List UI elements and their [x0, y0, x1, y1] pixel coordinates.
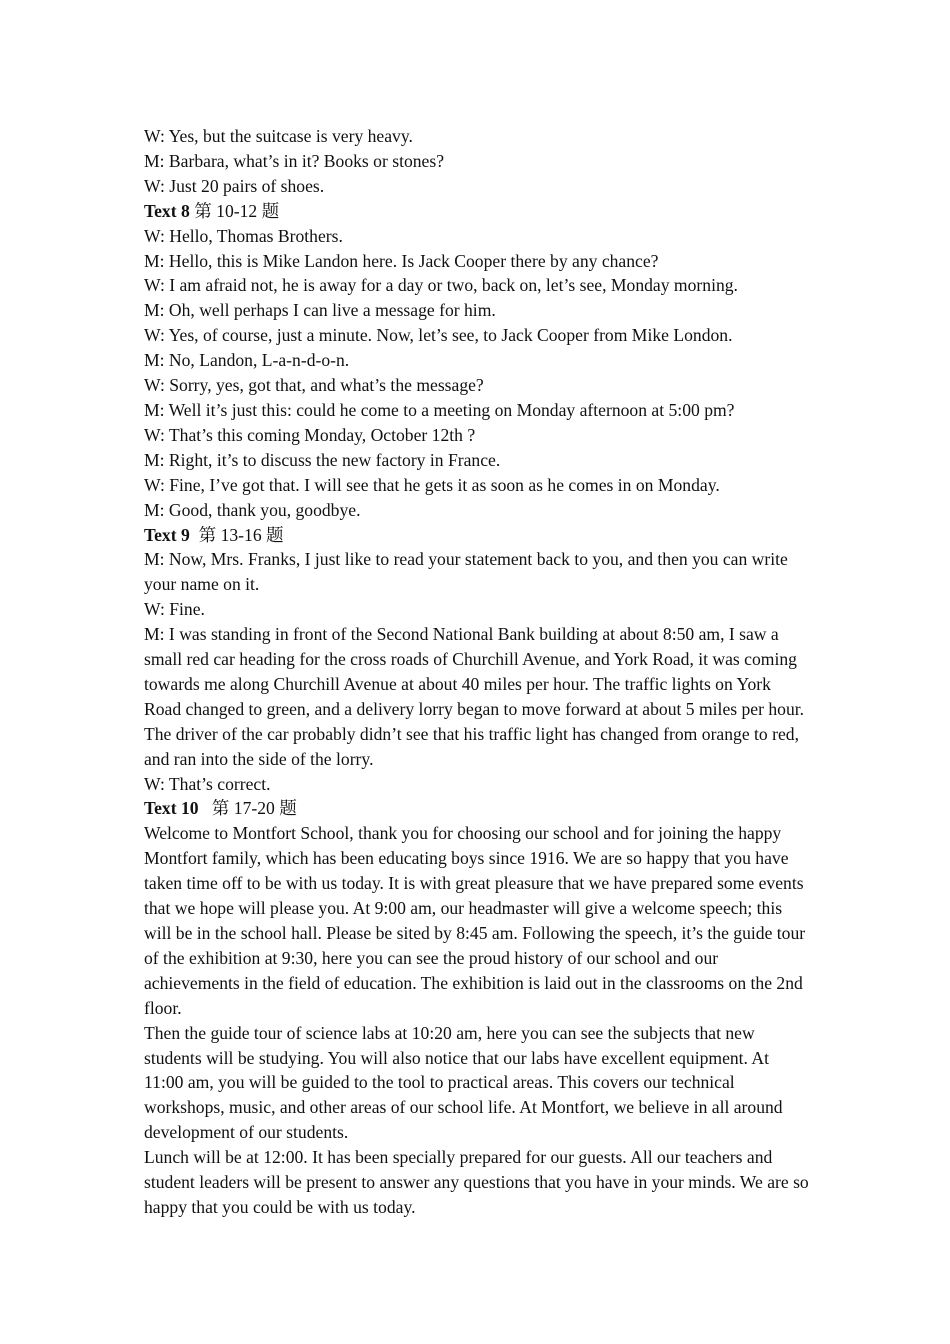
- dialogue-line: M: Oh, well perhaps I can live a message for him.: [144, 300, 496, 321]
- dialogue-line: W: I am afraid not, he is away for a day or two, back on, let’s see, Monday morning.: [144, 275, 738, 296]
- dialogue-line: W: Hello, Thomas Brothers.: [144, 225, 343, 246]
- monologue-paragraph: Welcome to Montfort School, thank you for choosing our school and for joining the happy Montfort family, which has been educating boys since 1916. We are so happy that you have taken time off to be with us today. It is with great pleasure that we have prepared some events that we hope will please you. At 9:00 am, our headmaster will give a welcome speech; this will be in the school hall. Please be sited by 8:45 am. Following the speech, it’s the guide tour of the exhibition at 9:30, here you can see the proud history of our school and our achievements in the field of education. The exhibition is laid out in the classrooms on the 2nd floor.: [144, 823, 806, 1018]
- section-heading-text-9: [144, 523, 812, 548]
- dialogue-line: W: Fine, I’ve got that. I will see that he gets it as soon as he comes in on Monday.: [144, 474, 720, 495]
- question-range: 第 13-16 题: [198, 524, 284, 545]
- question-range: 第 17-20 题: [211, 798, 297, 819]
- dialogue-line: W: Just 20 pairs of shoes.: [144, 175, 325, 196]
- question-range: 第 10-12 题: [194, 200, 280, 221]
- dialogue-line: M: Barbara, what’s in it? Books or stones?: [144, 150, 445, 171]
- dialogue-paragraph: M: Now, Mrs. Franks, I just like to read your statement back to you, and then you can write your name on it.: [144, 549, 788, 595]
- section-label: Text 9: [144, 524, 190, 545]
- section-label: Text 10: [144, 798, 199, 819]
- dialogue-line: W: Sorry, yes, got that, and what’s the message?: [144, 375, 484, 396]
- dialogue-line: W: Yes, but the suitcase is very heavy.: [144, 126, 413, 146]
- document-page: [144, 124, 812, 1220]
- dialogue-line: M: Good, thank you, goodbye.: [144, 499, 361, 520]
- section-heading-text-10: [144, 796, 812, 821]
- dialogue-line: W: That’s this coming Monday, October 12th ?: [144, 424, 476, 445]
- dialogue-paragraph: W: Fine.: [144, 599, 205, 620]
- dialogue-paragraph: W: That’s correct.: [144, 773, 271, 794]
- dialogue-line: M: Right, it’s to discuss the new factory in France.: [144, 449, 501, 470]
- monologue-paragraph: Lunch will be at 12:00. It has been specially prepared for our guests. All our teachers and student leaders will be present to answer any questions that you have in your minds. We are so happy that you could be with us today.: [144, 1147, 809, 1217]
- dialogue-line: M: Hello, this is Mike Landon here. Is Jack Cooper there by any chance?: [144, 250, 659, 271]
- dialogue-line: M: Well it’s just this: could he come to a meeting on Monday afternoon at 5:00 pm?: [144, 399, 735, 420]
- dialogue-line: M: No, Landon, L-a-n-d-o-n.: [144, 350, 350, 371]
- dialogue-line: W: Yes, of course, just a minute. Now, let’s see, to Jack Cooper from Mike London.: [144, 325, 733, 346]
- monologue-paragraph: Then the guide tour of science labs at 10:20 am, here you can see the subjects that new students will be studying. You will also notice that our labs have excellent equipment. At 11:00 am, you will be guided to the tool to practical areas. This covers our technical workshops, music, and other areas of our school life. At Montfort, we believe in all around development of our students.: [144, 1022, 783, 1143]
- section-label: Text 8: [144, 200, 190, 221]
- dialogue-paragraph: M: I was standing in front of the Second National Bank building at about 8:50 am, I saw a small red car heading for the cross roads of Churchill Avenue, and York Road, it was coming towards me along Churchill Avenue at about 40 miles per hour. The traffic lights on York Road changed to green, and a delivery lorry began to move forward at about 5 miles per hour. The driver of the car probably didn’t see that his traffic light has changed from orange to red, and ran into the side of the lorry.: [144, 624, 805, 769]
- section-heading-text-8: [144, 199, 812, 224]
